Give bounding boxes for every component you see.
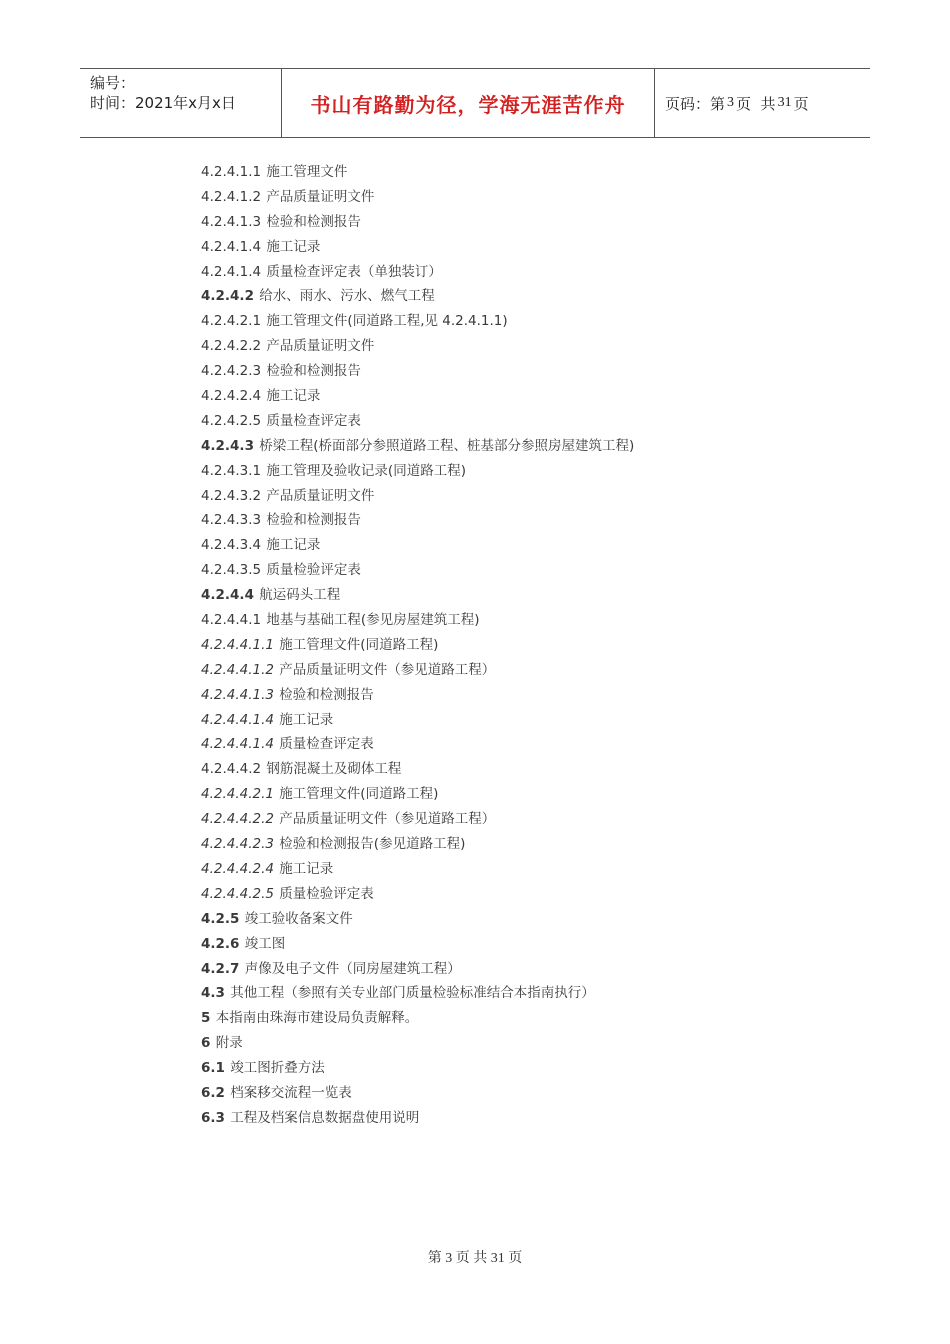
header-page-info — [655, 69, 870, 137]
toc-item — [201, 160, 634, 185]
toc-item — [201, 508, 634, 533]
toc-item — [201, 558, 634, 583]
toc-item-number: 4.2.4.4.1 — [201, 612, 262, 629]
toc-item-text: 质量检查评定表 — [266, 412, 361, 429]
page-prefix: 页码：第 — [665, 94, 726, 113]
toc-item-number: 4.2.4.1.4 — [201, 263, 262, 280]
toc-item-text: 桥梁工程(桥面部分参照道路工程、桩基部分参照房屋建筑工程) — [259, 437, 635, 454]
toc-item-number: 4.2.4.1.3 — [201, 213, 262, 230]
toc-item-text: 施工管理文件(同道路工程) — [279, 786, 439, 803]
toc-item-text: 给水、雨水、污水、燃气工程 — [259, 288, 435, 305]
toc-item-number: 4.2.6 — [201, 935, 240, 952]
toc-item-text: 产品质量证明文件 — [266, 188, 375, 205]
toc-item-text: 档案移交流程一览表 — [230, 1084, 352, 1101]
toc-item-number: 5 — [201, 1010, 211, 1027]
toc-item-number: 4.2.4.4.1.2 — [201, 661, 274, 678]
toc-item-text: 航运码头工程 — [259, 587, 341, 604]
header-motto-cell — [282, 69, 655, 137]
toc-item — [201, 1106, 634, 1131]
toc-item-number: 4.2.4.2.3 — [201, 363, 262, 380]
toc-item-number: 4.2.4.3.2 — [201, 487, 262, 504]
toc-item-text: 竣工验收备案文件 — [244, 910, 353, 927]
toc-item — [201, 782, 634, 807]
toc-item-number: 6 — [201, 1035, 211, 1052]
toc-item-text: 地基与基础工程(参见房屋建筑工程) — [266, 612, 480, 629]
toc-item-number: 4.2.4.1.2 — [201, 188, 262, 205]
page-footer: 第 3 页 共 31 页 — [427, 1251, 523, 1266]
toc-item — [201, 185, 634, 210]
toc-item-text: 附录 — [215, 1035, 243, 1052]
toc-item-number: 4.2.4.4.2.5 — [201, 885, 274, 902]
toc-item-text: 竣工图 — [244, 935, 286, 952]
toc-item — [201, 384, 634, 409]
toc-item-text: 本指南由珠海市建设局负责解释。 — [215, 1010, 419, 1027]
toc-item-text: 检验和检测报告(参见道路工程) — [279, 836, 466, 853]
toc-item-number: 4.2.7 — [201, 960, 240, 977]
toc-item-text: 施工记录 — [279, 711, 334, 728]
toc-item-text: 竣工图折叠方法 — [230, 1060, 325, 1077]
toc-item-number: 4.2.4.2.5 — [201, 412, 262, 429]
toc-item — [201, 932, 634, 957]
toc-item — [201, 633, 634, 658]
toc-item-number: 4.2.4.3.1 — [201, 462, 262, 479]
toc-item — [201, 857, 634, 882]
toc-item-text: 施工记录 — [266, 537, 321, 554]
toc-item-number: 4.2.4.4.2.1 — [201, 786, 274, 803]
toc-item — [201, 260, 634, 285]
toc-item-number: 4.2.4.4.1.4 — [201, 711, 274, 728]
toc-item — [201, 907, 634, 932]
toc-item-number: 4.2.4.3.3 — [201, 512, 262, 529]
toc-item-number: 4.2.4.3 — [201, 437, 254, 454]
toc-item-text: 检验和检测报告 — [266, 512, 361, 529]
toc-item — [201, 757, 634, 782]
toc-item-number: 4.2.4.4 — [201, 587, 254, 604]
toc-item-text: 施工记录 — [279, 860, 334, 877]
toc-item — [201, 1056, 634, 1081]
toc-item-text: 质量检查评定表（单独装订） — [266, 263, 442, 280]
toc-item-text: 产品质量证明文件（参见道路工程） — [279, 661, 496, 678]
toc-item — [201, 459, 634, 484]
page-suffix: 页 — [793, 94, 809, 113]
toc-item — [201, 583, 634, 608]
toc-item-text: 施工管理文件(同道路工程) — [279, 636, 439, 653]
toc-item-text: 声像及电子文件（同房屋建筑工程） — [244, 960, 461, 977]
toc-item-number: 4.2.4.4.2 — [201, 761, 262, 778]
toc-item — [201, 708, 634, 733]
toc-item — [201, 683, 634, 708]
toc-item-text: 钢筋混凝土及砌体工程 — [266, 761, 402, 778]
toc-item — [201, 658, 634, 683]
toc-item-number: 4.2.4.4.2.2 — [201, 811, 274, 828]
toc-item-number: 4.2.4.4.1.1 — [201, 636, 274, 653]
toc-item-number: 4.2.4.4.2.3 — [201, 836, 274, 853]
toc-item — [201, 957, 634, 982]
toc-item-text: 施工管理文件(同道路工程,见 4.2.4.1.1) — [266, 313, 508, 330]
toc-item-number: 6.2 — [201, 1084, 225, 1101]
toc-item-text: 工程及档案信息数据盘使用说明 — [230, 1109, 420, 1126]
toc-item — [201, 409, 634, 434]
toc-item-number: 4.2.4.2.4 — [201, 388, 262, 405]
toc-item — [201, 807, 634, 832]
motto: 书山有路勤为径，学海无涯苦作舟 — [310, 92, 626, 117]
toc-item-text: 施工管理文件 — [266, 164, 348, 180]
toc-item-text: 质量检验评定表 — [266, 562, 361, 579]
toc-item-number: 4.2.4.4.1.3 — [201, 686, 274, 703]
time-label: 时间：2021年x月x日 — [90, 94, 236, 112]
toc-item-number: 4.2.4.2.2 — [201, 338, 262, 355]
page-header — [80, 68, 870, 138]
header-meta — [80, 69, 282, 137]
toc-item-text: 施工管理及验收记录(同道路工程) — [266, 462, 466, 479]
page-mid: 页 共 — [736, 94, 776, 113]
toc-item — [201, 309, 634, 334]
toc-item — [201, 334, 634, 359]
code-label: 编号： — [90, 74, 136, 92]
toc-item-text: 施工记录 — [266, 238, 321, 255]
toc-item — [201, 832, 634, 857]
page-number: 3 — [727, 95, 735, 110]
table-of-contents — [201, 160, 634, 1131]
toc-item — [201, 210, 634, 235]
toc-item-number: 4.2.5 — [201, 910, 240, 927]
toc-item-number: 4.2.4.4.1.4 — [201, 736, 274, 753]
toc-item-text: 检验和检测报告 — [266, 213, 361, 230]
toc-item-number: 4.2.4.4.2.4 — [201, 860, 274, 877]
toc-item-number: 6.1 — [201, 1060, 225, 1077]
toc-item — [201, 235, 634, 260]
toc-item — [201, 533, 634, 558]
toc-item — [201, 981, 634, 1006]
toc-item-text: 产品质量证明文件 — [266, 487, 375, 504]
toc-item-text: 其他工程（参照有关专业部门质量检验标准结合本指南执行） — [230, 985, 595, 1002]
toc-item-text: 质量检验评定表 — [279, 885, 374, 902]
toc-item-number: 4.2.4.3.4 — [201, 537, 262, 554]
toc-item-number: 4.2.4.2 — [201, 288, 254, 305]
toc-item-text: 产品质量证明文件 — [266, 338, 375, 355]
toc-item — [201, 882, 634, 907]
toc-item — [201, 359, 634, 384]
toc-item — [201, 1031, 634, 1056]
toc-item-text: 施工记录 — [266, 388, 321, 405]
toc-item-number: 4.2.4.2.1 — [201, 313, 262, 330]
toc-item — [201, 732, 634, 757]
toc-item-number: 4.2.4.1.4 — [201, 238, 262, 255]
toc-item — [201, 434, 634, 459]
toc-item-text: 检验和检测报告 — [266, 363, 361, 380]
toc-item-text: 产品质量证明文件（参见道路工程） — [279, 811, 496, 828]
toc-item-number: 6.3 — [201, 1109, 225, 1126]
toc-item — [201, 484, 634, 509]
toc-item — [201, 1006, 634, 1031]
toc-item-number: 4.2.4.3.5 — [201, 562, 262, 579]
toc-item — [201, 608, 634, 633]
toc-item-text: 质量检查评定表 — [279, 736, 374, 753]
page-total: 31 — [777, 95, 792, 110]
toc-item-number: 4.2.4.1.1 — [201, 164, 262, 180]
toc-item-text: 检验和检测报告 — [279, 686, 374, 703]
toc-item — [201, 1081, 634, 1106]
toc-item-number: 4.3 — [201, 985, 225, 1002]
toc-item — [201, 284, 634, 309]
